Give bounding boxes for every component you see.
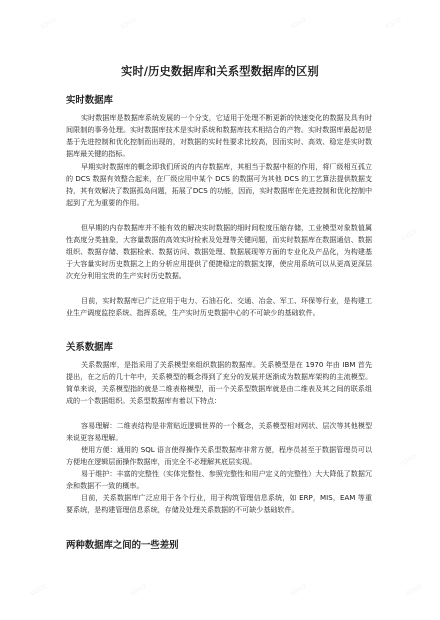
paragraph: 但早期的内存数据库并不能有效的解决实时数据的细时间粒度压缩存储，工业模型对象数值属性高度分类抽象，大容量数据的高效实时检索及处理等关键问题，而实时数据库在数据通信、数据组织、数据存储、数据检索、数据访问、数据处理、数据展现等方面的专业化及产品化，为构建基于大容量实时历史数据之上的分析应用提供了便捷稳定的数据支撑，使应用系统可以从更高更深层次充分利用宝贵的生产实时历史数据。	[66, 223, 372, 281]
paragraph: 使用方便：通用的 SQL 语言使得操作关系型数据库非常方便，程序员甚至于数据管理员可以方便地在逻辑层面操作数据库，而完全不必理解其底层实现。	[66, 445, 372, 467]
paragraph: 实时数据库是数据库系统发展的一个分支，它适用于处理不断更新的快速变化的数据及具有时间限制的事务处理。实时数据库技术是实时系统和数据库技术相结合的产物。实时数据库最起初是基于先进控制和优化控制而出现的，对数据的实时性要求比较高，因而实时、高效、稳定是实时数据库最关键的指标。	[66, 113, 372, 159]
paragraph: 目前，实时数据库已广泛应用于电力、石油石化、交通、冶金、军工、环保等行业，是构建工业生产调度监控系统、指挥系统，生产实时历史数据中心的不可缺少的基础软件。	[66, 296, 372, 318]
section-heading-differences: 两种数据库之间的一些差别	[66, 540, 179, 551]
watermark-mark: ▭▭	[38, 14, 59, 32]
watermark-mark: ▭▭	[128, 581, 149, 599]
watermark-mark: ▭▭	[118, 14, 139, 32]
document-title: 实时/历史数据库和关系型数据库的区别	[121, 65, 319, 78]
paragraph: 易于维护：丰富的完整性（实体完整性、参照完整性和用户定义的完整性）大大降低了数据冗余和数据不一致的概率。	[66, 469, 372, 491]
watermark-mark: ▭▭	[288, 581, 309, 599]
section-heading-realtime-db: 实时数据库	[66, 95, 113, 106]
paragraph: 早期实时数据库的概念即我们所说的内存数据库，其相当于数据中枢的作用，将厂级相互孤立的 DCS 数据有效整合起来，在厂级应用中某个 DCS 的数据可为其他 DCS 的工艺算法提供数据支持，其有效解决了数据孤岛问题，拓展了DCS 的功能，因而，实时数据库在先进控制和优化控制中起到了尤为重要的作用。	[66, 162, 372, 208]
section-heading-relational-db: 关系数据库	[66, 342, 113, 353]
watermark-mark: ▭▭	[288, 14, 309, 32]
paragraph: 目前，关系数据库广泛应用于各个行业，用于构筑管理信息系统，如 ERP，MIS，EAM 等重要系统，是构建管理信息系统，存储及处理关系数据的不可缺少基础软件。	[66, 493, 372, 515]
watermark-mark: ▭▭	[28, 581, 49, 599]
paragraph: 容易理解：二维表结构是非常贴近逻辑世界的一个概念，关系模型相对网状、层次等其他模型来说更容易理解。	[66, 421, 372, 443]
watermark-mark: ▭▭	[398, 226, 419, 244]
paragraph: 关系数据库，是指采用了关系模型来组织数据的数据库。关系模型是在 1970 年由 IBM 首先提出，在之后的几十年中，关系模型的概念得到了充分的发展并逐渐成为数据库架构的主流模型。简单来说，关系模型指的就是二维表格模型，而一个关系型数据库就是由二维表及其之间的联系组成的一个数据组织。关系型数据库有着以下特点：	[66, 360, 372, 406]
watermark-mark: ▭▭	[398, 451, 419, 469]
watermark-mark: ▭▭	[403, 581, 424, 599]
watermark-mark: ▭▭	[383, 14, 404, 32]
